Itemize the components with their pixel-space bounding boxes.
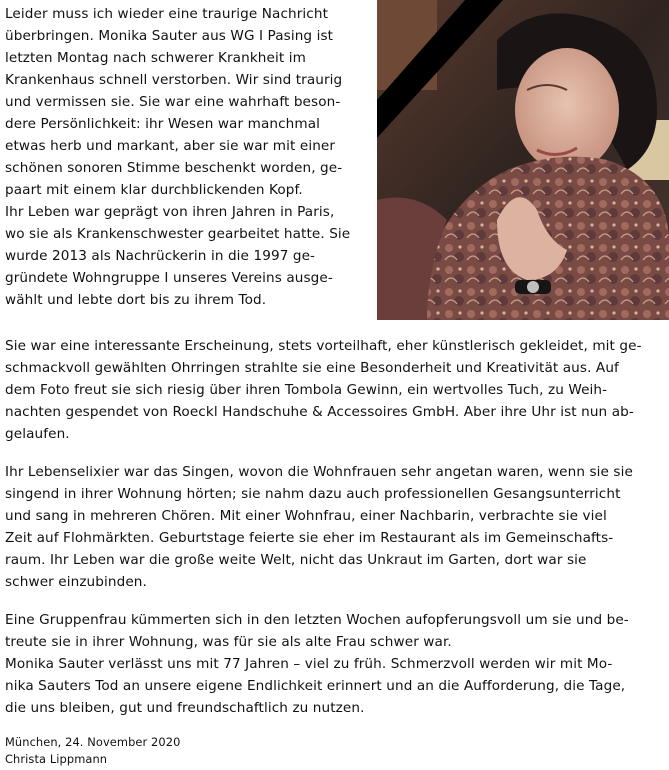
text-line: schmackvoll gewählten Ohrringen strahlte sie eine Besonderheit und Kreativität aus. Auf [5, 360, 619, 376]
text-line: wo sie als Krankenschwester gearbeitet hatte. Sie [5, 226, 351, 242]
author-name: Christa Lippmann [5, 752, 108, 766]
text-line: Ihr Lebenselixier war das Singen, wovon die Wohnfrauen sehr angetan waren, wenn sie sie [5, 464, 633, 480]
text-line: Monika Sauter verlässt uns mit 77 Jahren – viel zu früh. Schmerzvoll werden wir mit Mo- [5, 656, 613, 672]
text-line: Zeit auf Flohmärkten. Geburtstage feierte sie eher im Restaurant als im Gemeinschafts- [5, 530, 614, 546]
text-line: treute sie in ihrer Wohnung, was für sie als alte Frau schwer war. [5, 634, 452, 650]
place-date: München, 24. November 2020 [5, 735, 181, 749]
text-line: letzten Montag nach schwerer Krankheit im [5, 50, 306, 66]
text-line: die uns bleiben, gut und freundschaftlich zu nutzen. [5, 700, 365, 716]
portrait-photo [377, 0, 669, 320]
text-line: Eine Gruppenfrau kümmerten sich in den letzten Wochen aufopferungsvoll um sie und be- [5, 612, 629, 628]
text-line: schönen sonoren Stimme beschenkt worden, ge- [5, 160, 343, 176]
text-line: Sie war eine interessante Erscheinung, stets vorteilhaft, eher künstlerisch gekleidet, mit ge- [5, 338, 642, 354]
text-line: dem Foto freut sie sich riesig über ihren Tombola Gewinn, ein wertvolles Tuch, zu Weih- [5, 382, 608, 398]
text-line: schwer einzubinden. [5, 574, 147, 590]
text-line: wählt und lebte dort bis zu ihrem Tod. [5, 292, 267, 308]
text-line: und vermissen sie. Sie war eine wahrhaft beson- [5, 94, 341, 110]
text-line: Leider muss ich wieder eine traurige Nachricht [5, 6, 329, 22]
text-line: etwas herb und markant, aber sie war mit einer [5, 138, 336, 154]
text-line: Krankenhaus schnell verstorben. Wir sind traurig [5, 72, 343, 88]
text-line: nika Sauters Tod an unsere eigene Endlichkeit erinnert und an die Aufforderung, die Tage, [5, 678, 626, 694]
text-line: dere Persönlichkeit: ihr Wesen war manchmal [5, 116, 321, 132]
text-line: Ihr Leben war geprägt von ihren Jahren in Paris, [5, 204, 335, 220]
text-line: raum. Ihr Leben war die große weite Welt, nicht das Unkraut im Garten, dort war sie [5, 552, 587, 568]
portrait-illustration [377, 0, 669, 320]
text-line: nachten gespendet von Roeckl Handschuhe & Accessoires GmbH. Aber ihre Uhr ist nun ab- [5, 404, 634, 420]
text-line: singend in ihrer Wohnung hörten; sie nahm dazu auch professionellen Gesangsunterricht [5, 486, 621, 502]
text-line: überbringen. Monika Sauter aus WG I Pasing ist [5, 28, 334, 44]
text-line: wurde 2013 als Nachrückerin in die 1997 ge- [5, 248, 316, 264]
text-line: und sang in mehreren Chören. Mit einer Wohnfrau, einer Nachbarin, verbrachte sie viel [5, 508, 607, 524]
text-line: paart mit einem klar durchblickenden Kopf. [5, 182, 303, 198]
text-line: gründete Wohngruppe I unseres Vereins ausge- [5, 270, 333, 286]
text-line: gelaufen. [5, 426, 70, 442]
